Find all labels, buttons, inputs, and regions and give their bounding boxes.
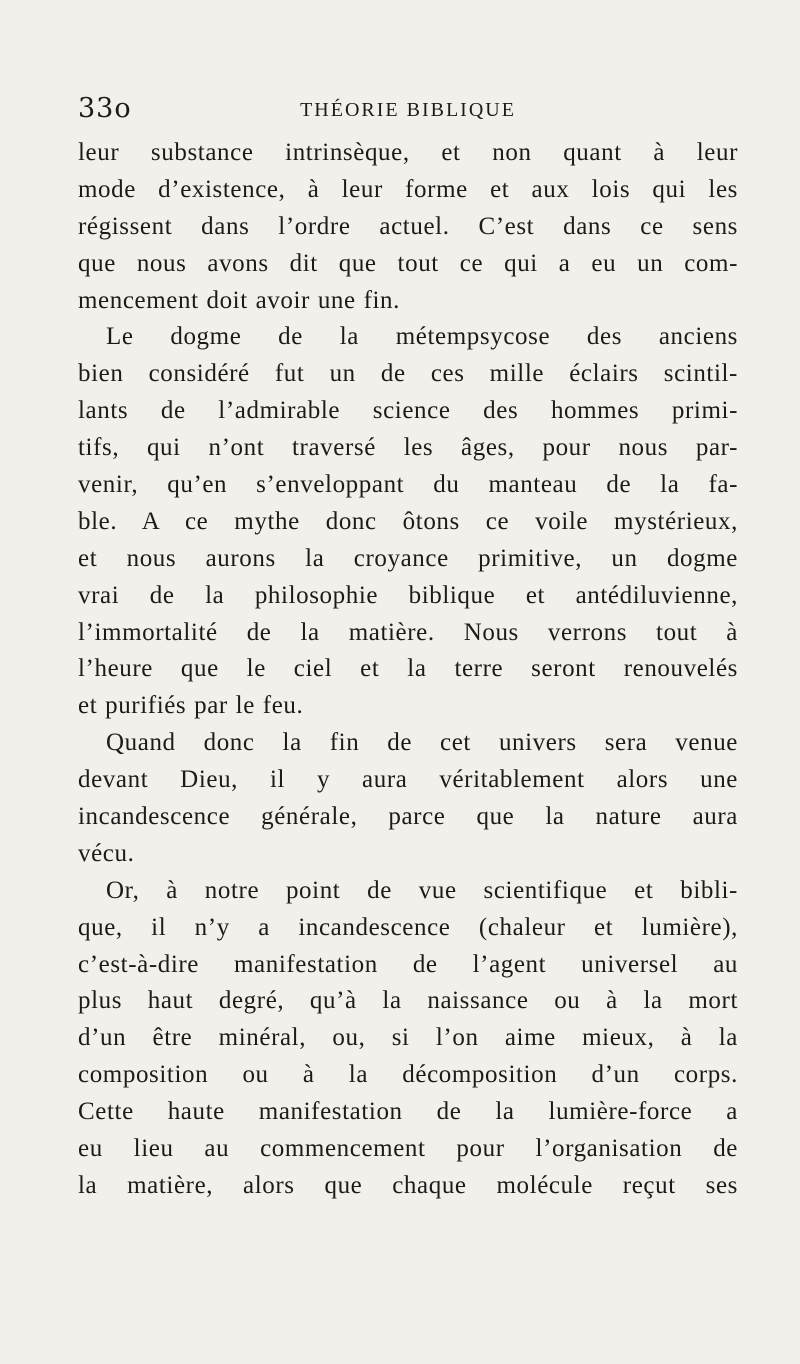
text-line: composition ou à la décomposition d’un corps. [78,1061,738,1089]
body-text [78,135,738,1205]
page-header [78,92,738,126]
running-title: THÉORIE BIBLIQUE [300,99,516,121]
text-line: l’heure que le ciel et la terre seront renouvelés [78,655,738,683]
text-line: régissent dans l’ordre actuel. C’est dans ce sens [78,212,738,240]
text-line: venir, qu’en s’enveloppant du manteau de la fa- [78,471,738,499]
text-line: devant Dieu, il y aura véritablement alors une [78,766,738,794]
text-line: la matière, alors que chaque molécule reçut ses [78,1171,738,1199]
text-line: Quand donc la fin de cet univers sera venue [106,729,738,757]
text-line: Or, à notre point de vue scientifique et bibli- [106,876,738,904]
text-line: c’est-à-dire manifestation de l’agent universel au [78,950,738,978]
text-line: et purifiés par le feu. [78,692,304,720]
text-line: ble. A ce mythe donc ôtons ce voile mystérieux, [78,507,738,535]
text-line: lants de l’admirable science des hommes primi- [78,397,738,425]
text-line: plus haut degré, qu’à la naissance ou à la mort [78,987,738,1015]
text-line: que nous avons dit que tout ce qui a eu un com- [78,249,738,277]
text-line: eu lieu au commencement pour l’organisation de [78,1135,738,1163]
text-line: bien considéré fut un de ces mille éclairs scintil- [78,360,738,388]
text-line: mode d’existence, à leur forme et aux lois qui les [78,175,738,203]
text-line: mencement doit avoir une fin. [78,286,400,314]
text-line: tifs, qui n’ont traversé les âges, pour nous par- [78,434,738,462]
text-line: leur substance intrinsèque, et non quant à leur [78,139,738,166]
text-line: et nous aurons la croyance primitive, un dogme [78,544,738,572]
page-number: 33o [78,93,132,124]
text-line: incandescence générale, parce que la nature aura [78,803,738,831]
text-line: que, il n’y a incandescence (chaleur et lumière), [78,913,738,941]
text-line: vrai de la philosophie biblique et antédiluvienne, [78,581,738,609]
text-line: Le dogme de la métempsycose des anciens [106,323,738,351]
text-line: Cette haute manifestation de la lumière-force a [78,1098,738,1126]
text-line: vécu. [78,839,135,867]
text-line: d’un être minéral, ou, si l’on aime mieux, à la [78,1024,738,1052]
text-line: l’immortalité de la matière. Nous verrons tout à [78,618,738,646]
